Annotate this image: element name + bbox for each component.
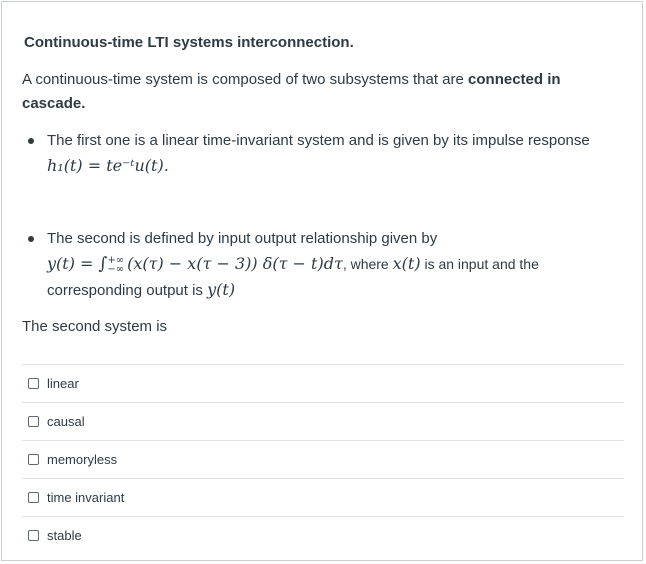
checkbox-icon[interactable] xyxy=(28,454,39,465)
checkbox-icon[interactable] xyxy=(28,378,39,389)
integral-upper: +∞ xyxy=(107,255,125,267)
option-label: linear xyxy=(47,376,79,391)
checkbox-icon[interactable] xyxy=(28,416,39,427)
bullet2-text: The second is defined by input output relationship given by xyxy=(47,230,438,247)
bullet1-math: h₁(t) = te⁻ᵗu(t). xyxy=(47,156,169,175)
question-prompt: The second system is xyxy=(22,318,168,335)
intro-text: A continuous-time system is composed of two subsystems that are xyxy=(22,71,469,88)
option-causal[interactable] xyxy=(22,402,624,440)
bullet2-math-rhs: (x(τ) − x(τ − 3)) δ(τ − t)dτ xyxy=(127,254,343,273)
option-stable[interactable] xyxy=(22,516,624,554)
checkbox-icon[interactable] xyxy=(28,492,39,503)
bullet-dot-icon xyxy=(28,138,34,144)
bullet2-after2: is an input and the xyxy=(420,256,539,272)
bullet2-math-lhs: y(t) = xyxy=(47,254,99,273)
bullet2-after: , where xyxy=(342,256,393,272)
integral-lower: −∞ xyxy=(107,264,125,276)
option-memoryless[interactable] xyxy=(22,440,624,478)
bullet2-line3-text: corresponding output is xyxy=(47,282,208,299)
option-label: memoryless xyxy=(47,452,118,467)
bullet1-text: The first one is a linear time-invariant system and is given by its impulse response xyxy=(47,132,590,149)
checkbox-icon[interactable] xyxy=(28,530,39,541)
bullet-first-system xyxy=(28,128,618,178)
question-intro xyxy=(22,68,612,116)
option-label: time invariant xyxy=(47,490,125,505)
bullet2-yt: y(t) xyxy=(207,280,236,299)
integral-limits xyxy=(107,256,124,274)
bullet2-line3 xyxy=(47,277,618,303)
bullet-second-system xyxy=(28,226,618,303)
question-title: Continuous-time LTI systems interconnection. xyxy=(24,34,354,51)
bullet2-equation-line xyxy=(47,251,618,277)
option-linear[interactable] xyxy=(22,364,624,402)
option-time-invariant[interactable] xyxy=(22,478,624,516)
integral-icon: ∫ xyxy=(98,254,108,274)
intro-bold: connected in cascade. xyxy=(22,71,561,112)
bullet2-xt: x(t) xyxy=(392,254,421,273)
bullet-dot-icon xyxy=(28,236,34,242)
option-label: stable xyxy=(47,528,82,543)
option-label: causal xyxy=(47,414,85,429)
answer-options xyxy=(22,364,624,554)
